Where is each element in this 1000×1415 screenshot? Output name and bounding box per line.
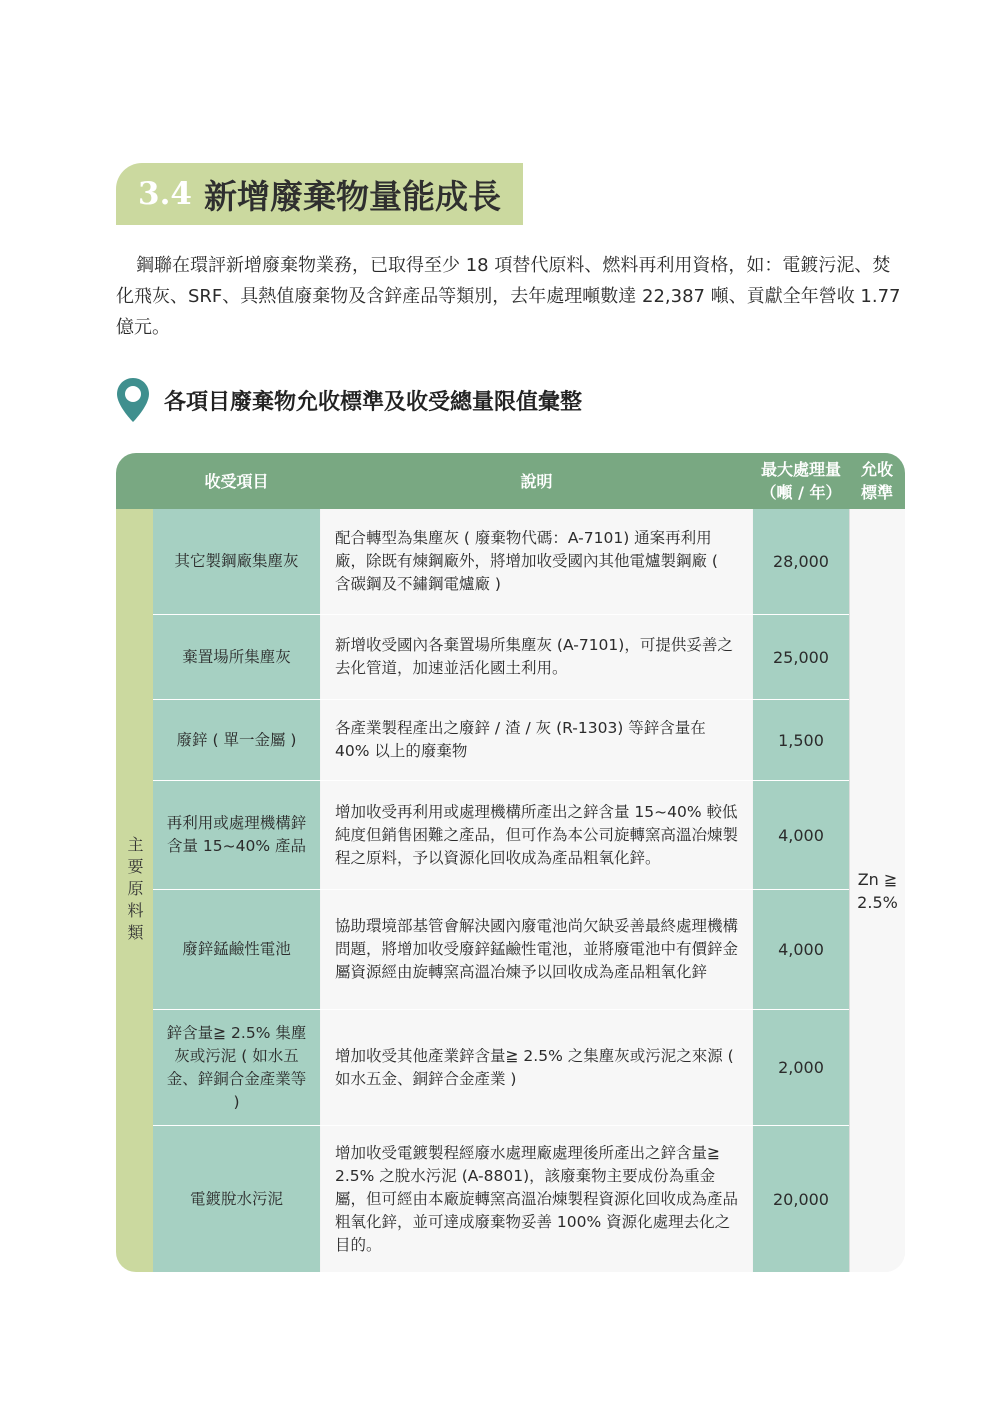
row-max: 20,000: [753, 1126, 849, 1272]
category-cell: [116, 509, 153, 1272]
table-row: [153, 509, 849, 614]
row-item: 電鍍脫水污泥: [153, 1126, 320, 1272]
header-item: 收受項目: [204, 471, 269, 491]
row-desc: 增加收受電鍍製程經廢水處理廠處理後所產出之鋅含量≧ 2.5% 之脫水污泥 (A-8801)，該廢棄物主要成份為重金屬，但可經由本廠旋轉窯高溫冶煉製程資源化回收成為產品粗氧化鋅，並可達成廢棄物妥善 100% 資源化處理去化之目的。: [321, 1126, 752, 1272]
intro-paragraph: 鋼聯在環評新增廢棄物業務，已取得至少 18 項替代原料、燃料再利用資格，如：電鍍污泥、焚化飛灰、SRF、具熱值廢棄物及含鋅產品等類別，去年處理噸數達 22,387 噸、貢獻全年營收 1.77 億元。: [116, 255, 901, 338]
row-desc: 各產業製程產出之廢鋅 / 渣 / 灰 (R-1303) 等鋅含量在 40% 以上的廢棄物: [321, 700, 752, 780]
section-banner: [116, 163, 523, 225]
row-desc: 配合轉型為集塵灰 ( 廢棄物代碼：A-7101) 通案再利用廠，除既有煉鋼廠外，將增加收受國內其他電爐製鋼廠 ( 含碳鋼及不鏽鋼電爐廠 ): [321, 509, 752, 614]
row-max: 25,000: [753, 615, 849, 699]
header-max: 最大處理量（噸 / 年）: [760, 460, 842, 502]
header-std: 允收標準: [860, 460, 893, 502]
table-row: [153, 890, 849, 1009]
category-label: 主要原料類: [125, 835, 144, 946]
table-header: [116, 453, 905, 509]
row-max: 4,000: [753, 781, 849, 889]
waste-table: [116, 453, 905, 1272]
subheading-text: 各項目廢棄物允收標準及收受總量限值彙整: [164, 389, 583, 415]
table-row: [153, 1126, 849, 1272]
table-row: [153, 700, 849, 780]
row-max: 28,000: [753, 509, 849, 614]
row-desc: 協助環境部基管會解決國內廢電池尚欠缺妥善最終處理機構問題，將增加收受廢鋅錳鹼性電池，並將廢電池中有價鋅金屬資源經由旋轉窯高溫冶煉予以回收成為產品粗氧化鋅: [321, 890, 752, 1009]
row-item: 棄置場所集塵灰: [153, 615, 320, 699]
subheading: [116, 377, 582, 423]
header-desc: 說明: [520, 471, 553, 491]
row-desc: 增加收受其他產業鋅含量≧ 2.5% 之集塵灰或污泥之來源 ( 如水五金、銅鋅合金產業 ): [321, 1010, 752, 1125]
row-item: 廢鋅錳鹼性電池: [153, 890, 320, 1009]
section-number: 3.4: [138, 176, 192, 212]
table-row: [153, 615, 849, 699]
table-row: [153, 1010, 849, 1125]
location-pin-icon: [116, 377, 150, 423]
row-max: 2,000: [753, 1010, 849, 1125]
row-item: 廢鋅 ( 單一金屬 ): [153, 700, 320, 780]
row-desc: 新增收受國內各棄置場所集塵灰 (A-7101)，可提供妥善之去化管道，加速並活化國土利用。: [321, 615, 752, 699]
standard-value: Zn ≧ 2.5%: [857, 869, 898, 912]
section-title: 新增廢棄物量能成長: [203, 176, 501, 216]
row-desc: 增加收受再利用或處理機構所產出之鋅含量 15~40% 較低純度但銷售困難之產品，但可作為本公司旋轉窯高溫冶煉製程之原料，予以資源化回收成為產品粗氧化鋅。: [321, 781, 752, 889]
row-item: 再利用或處理機構鋅含量 15~40% 產品: [153, 781, 320, 889]
standard-cell: [849, 509, 905, 1272]
row-max: 1,500: [753, 700, 849, 780]
row-max: 4,000: [753, 890, 849, 1009]
table-row: [153, 781, 849, 889]
row-item: 鋅含量≧ 2.5% 集塵灰或污泥 ( 如水五金、鋅銅合金產業等 ): [153, 1010, 320, 1125]
row-item: 其它製鋼廠集塵灰: [153, 509, 320, 614]
